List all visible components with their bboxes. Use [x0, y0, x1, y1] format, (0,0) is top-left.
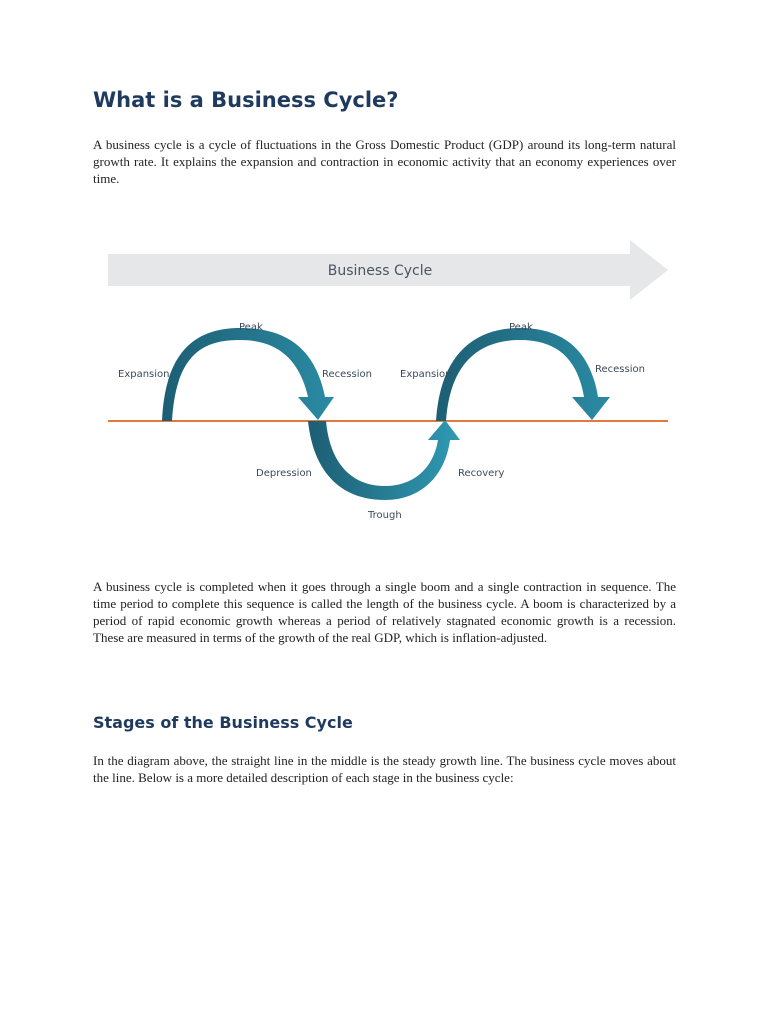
trough-arc [308, 420, 460, 500]
label-expansion-2: Expansion [400, 369, 452, 380]
page-title: What is a Business Cycle? [93, 88, 399, 112]
second-peak-arc [436, 328, 610, 421]
label-recession-1: Recession [322, 369, 372, 380]
label-recession-2: Recession [595, 364, 645, 375]
banner-title: Business Cycle [327, 263, 433, 279]
label-recovery: Recovery [458, 468, 505, 479]
business-cycle-diagram [100, 232, 675, 532]
label-peak-2: Peak [509, 322, 533, 333]
intro-paragraph: A business cycle is a cycle of fluctuations in the Gross Domestic Product (GDP) around its long-term natural growth rate. It explains the expansion and contraction in economic activity that an economy experiences over time. [93, 137, 676, 186]
section-heading: Stages of the Business Cycle [93, 713, 353, 732]
label-trough: Trough [368, 510, 402, 521]
label-peak-1: Peak [239, 322, 263, 333]
stages-paragraph: In the diagram above, the straight line in the middle is the steady growth line. The business cycle moves about the line. Below is a more detailed description of each stage in the business cycle: [93, 753, 676, 785]
label-depression: Depression [256, 468, 312, 479]
cycle-paragraph: A business cycle is completed when it goes through a single boom and a single contraction in sequence. The time period to complete this sequence is called the length of the business cycle. A boom is characterized by a period of rapid economic growth whereas a period of relatively stagnated economic growth is a recession. These are measured in terms of the growth of the real GDP, which is inflation-adjusted. [93, 579, 676, 645]
label-expansion-1: Expansion [118, 369, 170, 380]
first-peak-arc [162, 328, 334, 421]
